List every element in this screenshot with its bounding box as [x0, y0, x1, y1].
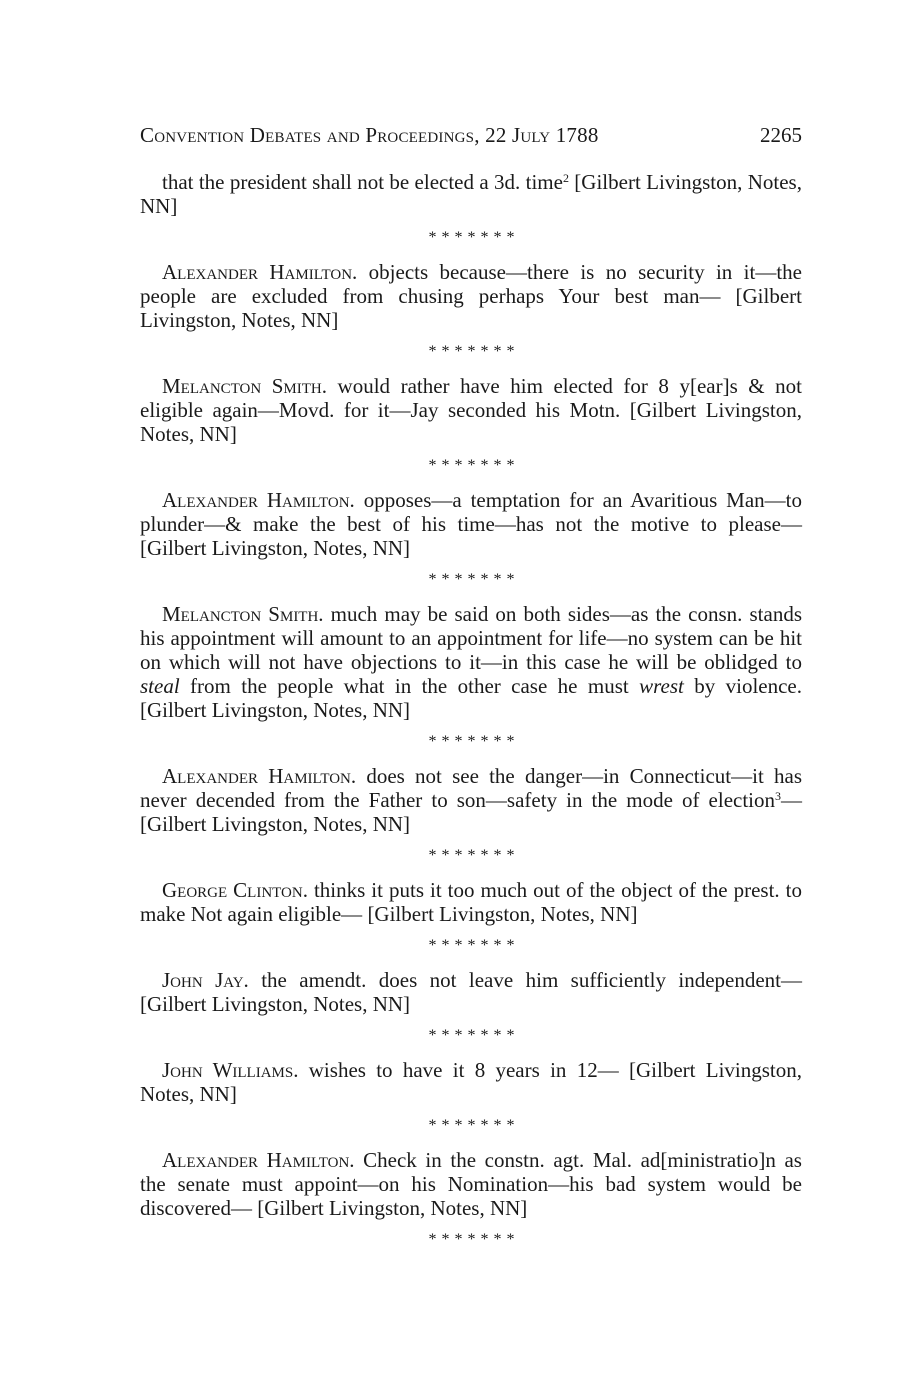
entry-text: does not see the danger—in Connecticut—it has never decended from the Father to son—safety in the mode of election: [140, 764, 802, 812]
entry-citation: [Gilbert Livingston, Notes, NN]: [140, 170, 802, 218]
section-separator: *******: [428, 343, 520, 360]
running-head: [140, 118, 802, 152]
entry-paragraph: [140, 374, 802, 446]
section-separator: *******: [428, 457, 520, 474]
speaker-name: John Jay.: [162, 968, 249, 992]
speaker-name: Alexander Hamilton.: [162, 260, 358, 284]
entry-paragraph: [140, 260, 802, 332]
entry-citation: [Gilbert Livingston, Notes, NN]: [140, 992, 411, 1016]
entry-text: opposes—a temptation for an Avaritious Man—to plunder—& make the best of his time—has not the motive to please—: [140, 488, 803, 536]
section-separator: *******: [428, 571, 520, 588]
entry-paragraph: [140, 1148, 802, 1220]
entry-paragraph: [140, 968, 802, 1016]
entry-citation: [Gilbert Livingston, Notes, NN]: [251, 1196, 528, 1220]
entry-paragraph: [140, 602, 802, 722]
entry-paragraph: [140, 764, 802, 836]
speaker-name: Alexander Hamilton.: [162, 488, 355, 512]
entry-citation: [Gilbert Livingston, Notes, NN]: [140, 1058, 802, 1106]
entry-paragraph: [140, 878, 802, 926]
speaker-name: John Williams.: [162, 1058, 299, 1082]
entry-citation: [Gilbert Livingston, Notes, NN]: [362, 902, 638, 926]
running-title: Convention Debates and Proceedings, 22 July 1788: [140, 123, 599, 147]
entry-citation: [Gilbert Livingston, Notes, NN]: [140, 398, 802, 446]
entry-text: Check in the constn. agt. Mal. ad[ministratio]n as the senate must appoint—on his Nomination—his bad system would be discovered—: [140, 1148, 802, 1220]
entry-text: the amendt. does not leave him sufficiently independent—: [248, 968, 802, 992]
entry-text: objects because—there is no security in it—the people are excluded from chusing perhaps Your best man—: [140, 260, 802, 308]
section-separator: *******: [428, 1231, 520, 1248]
entry-text: much may be said on both sides—as the consn. stands his appointment will amount to an appointment for life—no system can be hit on which will not have objections to it—in this case he will be oblidged to: [140, 602, 803, 674]
section-separator: *******: [428, 1027, 520, 1044]
speaker-name: George Clinton.: [162, 878, 308, 902]
footnote-marker: 3: [775, 789, 781, 803]
entry-text: —: [781, 788, 802, 812]
speaker-name: Melancton Smith.: [162, 602, 324, 626]
page-number: 2265: [760, 123, 802, 147]
entry-paragraph: [140, 488, 802, 560]
entry-citation: [Gilbert Livingston, Notes, NN]: [140, 812, 411, 836]
italic-word: steal: [140, 674, 180, 698]
section-separator: *******: [428, 1117, 520, 1134]
speaker-name: Melancton Smith.: [162, 374, 328, 398]
entry-text: wishes to have it 8 years in 12—: [298, 1058, 619, 1082]
speaker-name: Alexander Hamilton.: [162, 1148, 355, 1172]
entry-paragraph: [140, 1058, 802, 1106]
entry-citation: [Gilbert Livingston, Notes, NN]: [140, 698, 411, 722]
entry-text: thinks it puts it too much out of the object of the prest. to make Not again eligible—: [140, 878, 802, 926]
section-separator: *******: [428, 937, 520, 954]
entry-text: from the people what in the other case he must: [179, 674, 640, 698]
entry-text: would rather have him elected for 8 y[ear]s & not eligible again—Movd. for it—Jay seconded his Motn.: [140, 374, 802, 422]
section-separator: *******: [428, 847, 520, 864]
entry-citation: [Gilbert Livingston, Notes, NN]: [140, 284, 803, 332]
document-page: [140, 118, 802, 1262]
section-separator: *******: [428, 733, 520, 750]
speaker-name: Alexander Hamilton.: [162, 764, 357, 788]
entry-citation: [Gilbert Livingston, Notes, NN]: [140, 536, 411, 560]
section-separator: *******: [428, 229, 520, 246]
footnote-marker: 2: [562, 171, 569, 185]
entry-text: that the president shall not be elected a 3d. time: [162, 170, 563, 194]
italic-word: wrest: [639, 674, 684, 698]
entry-text: by violence.: [683, 674, 802, 698]
entry-paragraph: [140, 170, 802, 218]
